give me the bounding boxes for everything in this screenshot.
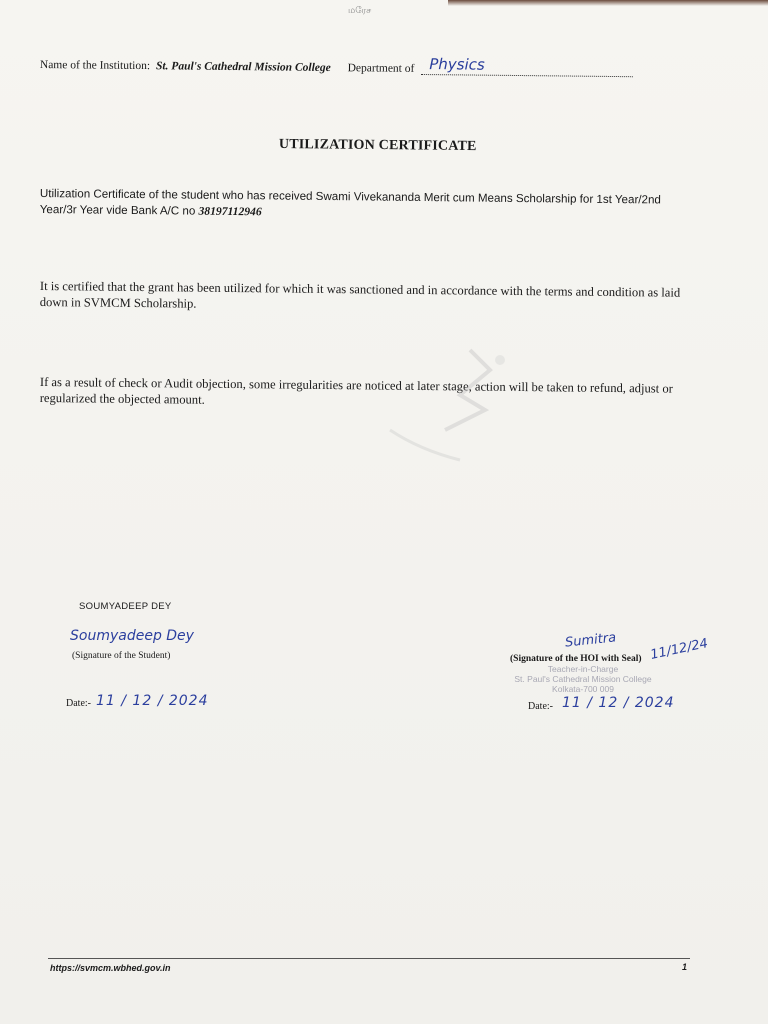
department-value: Physics: [429, 55, 485, 74]
hoi-date-label: Date:-: [528, 701, 553, 712]
page-number: 1: [682, 962, 688, 972]
student-name: SOUMYADEEP DEY: [79, 601, 172, 612]
department-label: Department of: [347, 62, 415, 75]
paragraph-utilization: It is certified that the grant has been utilized for which it was sanctioned and in accordance with the terms and condition as laid down in SVMCM Scholarship.: [39, 278, 681, 311]
hoi-date-value: 11 / 12 / 2024: [562, 695, 675, 711]
paragraph-scholarship-text: Utilization Certificate of the student who has received Swami Vivekananda Merit cum Means Scholarship for 1st Year/2nd Year/3r Year vide Bank A/C no: [39, 186, 661, 218]
hoi-signature-caption: (Signature of the HOI with Seal): [510, 654, 642, 664]
bank-account-number: 38197112946: [198, 204, 262, 219]
student-date-label: Date:-: [66, 698, 91, 709]
footer-url: https://svmcm.wbhed.gov.in: [50, 963, 171, 973]
seal-line: St. Paul's Cathedral Mission College: [514, 674, 652, 684]
scan-edge-shadow: [448, 0, 768, 6]
institution-name: St. Paul's Cathedral Mission College: [155, 60, 331, 75]
paragraph-audit: If as a result of check or Audit objection, some irregularities are noticed at later stage, action will be taken to refund, adjust or regularized the objected amount.: [39, 374, 673, 407]
department-field: [421, 55, 633, 77]
student-signature-caption: (Signature of the Student): [72, 651, 171, 661]
college-seal: [508, 664, 658, 694]
seal-line: Kolkata-700 009: [552, 684, 614, 694]
hoi-signature-date: 11/12/24: [649, 636, 710, 663]
student-signature: Soumyadeep Dey: [70, 628, 194, 644]
paragraph-scholarship: [40, 186, 700, 225]
institution-label: Name of the Institution:: [39, 58, 151, 73]
institution-header: [40, 57, 690, 78]
top-scribble: மரேச: [348, 6, 372, 16]
student-date-value: 11 / 12 / 2024: [96, 693, 209, 709]
footer-divider: [48, 958, 690, 959]
seal-line: Teacher-in-Charge: [547, 664, 619, 674]
faded-watermark-mark: [350, 340, 550, 480]
certificate-title: UTILIZATION CERTIFICATE: [278, 137, 477, 155]
hoi-signature: Sumitra: [564, 630, 617, 651]
